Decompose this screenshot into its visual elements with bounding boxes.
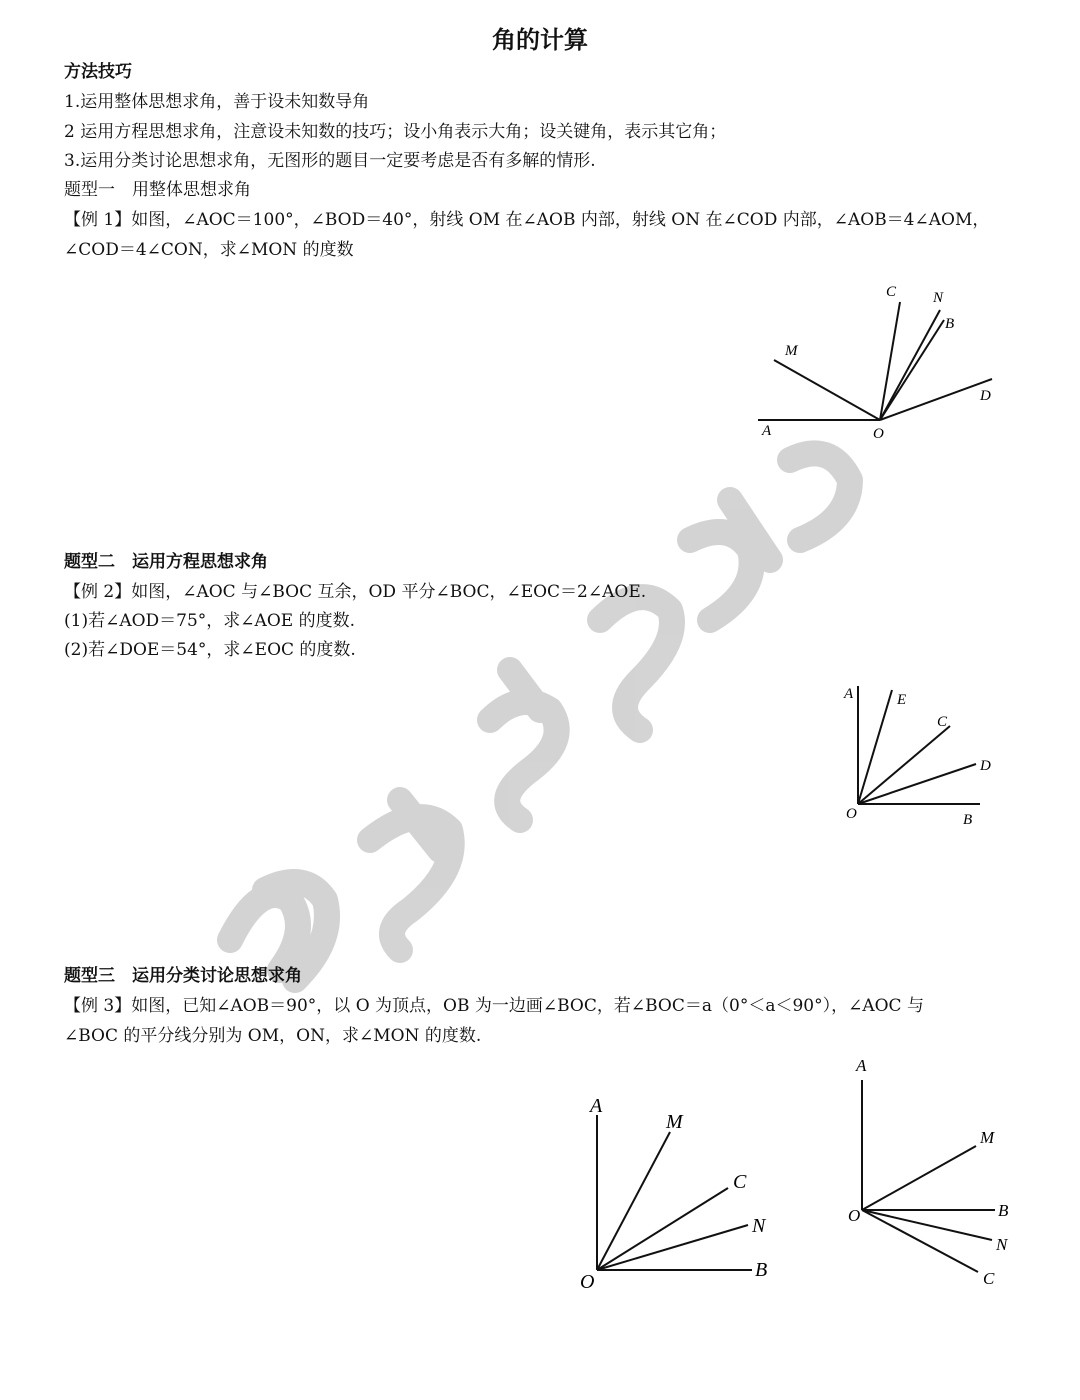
example1-line1: 【例 1】如图，∠AOC＝100°，∠BOD＝40°，射线 OM 在∠AOB 内部，射线 ON 在∠COD 内部，∠AOB＝4∠AOM， bbox=[64, 210, 990, 230]
fig3b-label-a: A bbox=[856, 1056, 867, 1075]
type1-heading: 题型一 用整体思想求角 bbox=[64, 180, 251, 200]
figure-example-1 bbox=[740, 280, 1020, 450]
fig3a-label-o: O bbox=[580, 1271, 595, 1293]
method-item-3: 3.运用分类讨论思想求角，无图形的题目一定要考虑是否有多解的情形. bbox=[64, 151, 596, 171]
example2-q1: (1)若∠AOD＝75°，求∠AOE 的度数. bbox=[64, 611, 355, 631]
figure-example-3-case1 bbox=[570, 1090, 790, 1300]
methods-heading: 方法技巧 bbox=[64, 62, 132, 82]
fig1-label-a: A bbox=[762, 423, 772, 439]
figure-example-3-case2 bbox=[840, 1050, 1030, 1290]
fig1-label-d: D bbox=[980, 388, 991, 404]
type2-heading: 题型二 运用方程思想求角 bbox=[64, 552, 268, 572]
fig2-label-o: O bbox=[846, 806, 857, 822]
fig1-label-m: M bbox=[785, 343, 798, 359]
fig3b-label-o: O bbox=[848, 1206, 861, 1225]
fig1-label-c: C bbox=[886, 284, 897, 300]
fig1-label-o: O bbox=[873, 426, 884, 442]
example3-line2: ∠BOC 的平分线分别为 OM，ON，求∠MON 的度数. bbox=[64, 1026, 482, 1046]
method-item-2: 2 运用方程思想求角，注意设未知数的技巧；设小角表示大角；设关键角，表示其它角； bbox=[64, 122, 727, 142]
fig3a-label-a: A bbox=[590, 1095, 603, 1117]
fig3a-label-c: C bbox=[733, 1171, 747, 1193]
fig3b-label-n: N bbox=[996, 1235, 1008, 1254]
example2-q2: (2)若∠DOE＝54°，求∠EOC 的度数. bbox=[64, 640, 356, 660]
fig2-label-c: C bbox=[937, 714, 948, 730]
type3-heading: 题型三 运用分类讨论思想求角 bbox=[64, 966, 302, 986]
fig3b-label-m: M bbox=[980, 1128, 995, 1147]
fig2-label-a: A bbox=[844, 686, 854, 702]
page-title: 角的计算 bbox=[492, 26, 588, 54]
example1-line2: ∠COD＝4∠CON，求∠MON 的度数 bbox=[64, 240, 354, 260]
method-item-1: 1.运用整体思想求角，善于设未知数导角 bbox=[64, 92, 370, 112]
figure-example-2 bbox=[830, 680, 1010, 830]
fig3a-label-m: M bbox=[666, 1111, 683, 1133]
fig2-label-e: E bbox=[897, 692, 907, 708]
fig2-label-b: B bbox=[963, 812, 973, 828]
example2-line1: 【例 2】如图，∠AOC 与∠BOC 互余，OD 平分∠BOC，∠EOC＝2∠AOE. bbox=[64, 582, 647, 602]
fig3b-label-c: C bbox=[983, 1269, 995, 1288]
fig3b-label-b: B bbox=[998, 1201, 1009, 1220]
fig3a-label-b: B bbox=[755, 1259, 768, 1281]
fig1-label-n: N bbox=[933, 290, 944, 306]
fig3a-label-n: N bbox=[752, 1215, 766, 1237]
example3-line1: 【例 3】如图，已知∠AOB＝90°，以 O 为顶点，OB 为一边画∠BOC，若∠BOC＝a（0°＜a＜90°），∠AOC 与 bbox=[64, 996, 924, 1016]
fig2-label-d: D bbox=[980, 758, 991, 774]
fig1-label-b: B bbox=[945, 316, 955, 332]
